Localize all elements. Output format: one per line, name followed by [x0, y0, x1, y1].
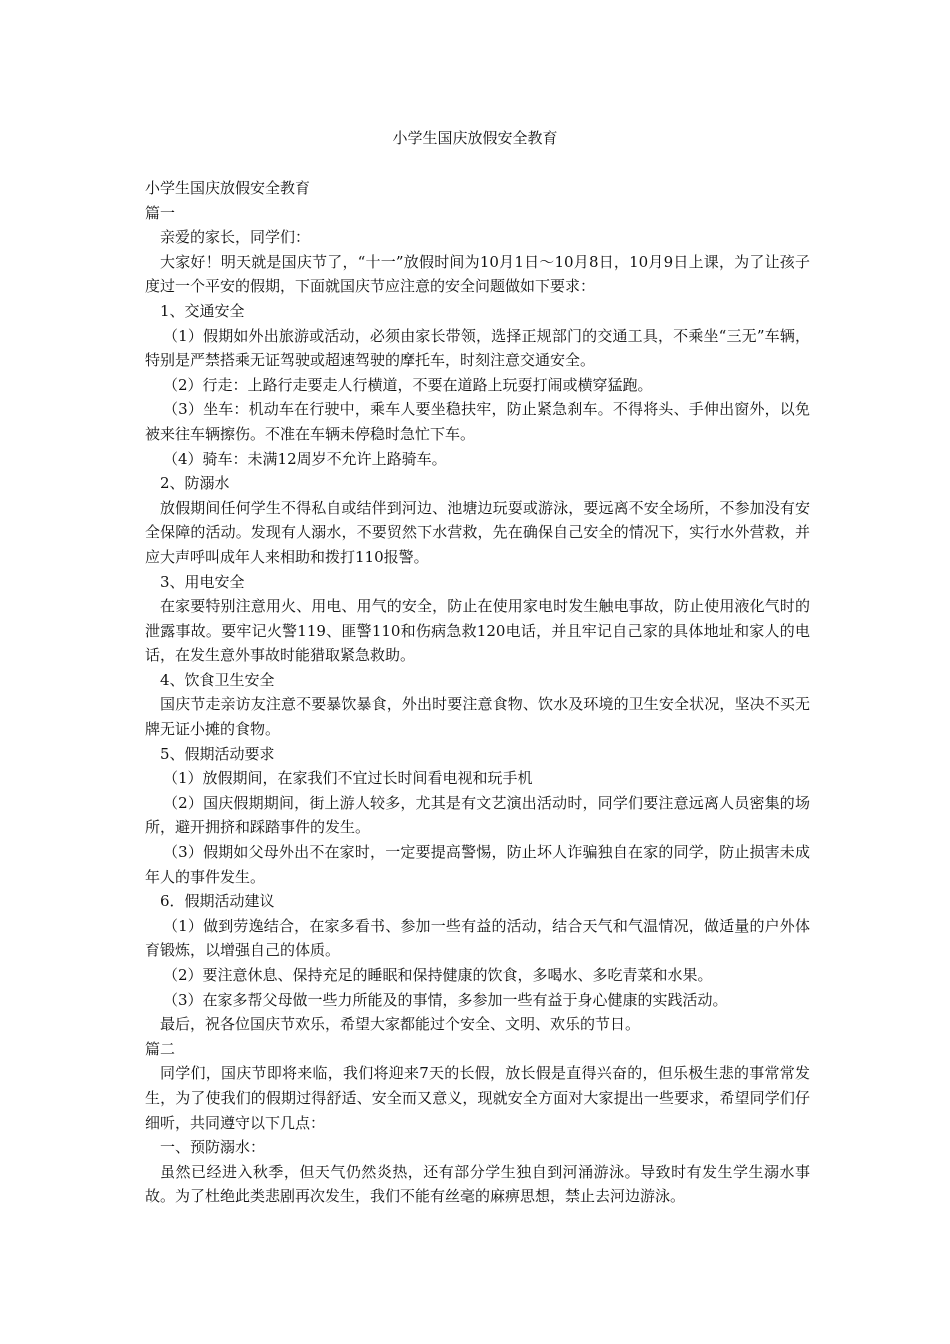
- paragraph: 3、用电安全: [160, 572, 245, 591]
- paragraph: 篇二: [145, 1039, 176, 1058]
- paragraph: 1、交通安全: [160, 301, 245, 320]
- paragraph: （3）坐车：机动车在行驶中，乘车人要坐稳扶牢，防止紧急刹车。不得将头、手伸出窗外，以免被来往车辆擦伤。不准在车辆未停稳时急忙下车。: [145, 400, 810, 443]
- paragraph: 放假期间任何学生不得私自或结伴到河边、池塘边玩耍或游泳，要远离不安全场所，不参加没有安全保障的活动。发现有人溺水，不要贸然下水营救，先在确保自己安全的情况下，实行水外营救，并应大声呼叫成年人来相助和拨打110报警。: [145, 498, 810, 566]
- paragraph: 虽然已经进入秋季，但天气仍然炎热，还有部分学生独自到河涌游泳。导致时有发生学生溺水事故。为了杜绝此类悲剧再次发生，我们不能有丝毫的麻痹思想，禁止去河边游泳。: [145, 1162, 810, 1206]
- paragraph: （2）要注意休息、保持充足的睡眠和保持健康的饮食，多喝水、多吃青菜和水果。: [163, 966, 713, 984]
- paragraph: 同学们，国庆节即将来临，我们将迎来7天的长假，放长假是直得兴奋的，但乐极生悲的事常常发生，为了使我们的假期过得舒适、安全而又意义，现就安全方面对大家提出一些要求，希望同学们仔细听，共同遵守以下几点：: [145, 1064, 810, 1132]
- paragraph: （1）做到劳逸结合，在家多看书、参加一些有益的活动，结合天气和气温情况，做适量的户外体育锻炼，以增强自己的体质。: [145, 916, 810, 960]
- paragraph: 4、饮食卫生安全: [160, 670, 275, 689]
- paragraph: 最后，祝各位国庆节欢乐，希望大家都能过个安全、文明、欢乐的节日。: [160, 1015, 641, 1034]
- paragraph: 一、预防溺水：: [160, 1138, 266, 1157]
- paragraph: （1）假期如外出旅游或活动，必须由家长带领，选择正规部门的交通工具，不乘坐“三无”车辆，特别是严禁搭乘无证驾驶或超速驾驶的摩托车，时刻注意交通安全。: [145, 326, 810, 370]
- paragraph: （2）行走：上路行走要走人行横道，不要在道路上玩耍打闹或横穿猛跑。: [163, 375, 653, 394]
- paragraph: （4）骑车：未满12周岁不允许上路骑车。: [163, 449, 447, 468]
- paragraph: 亲爱的家长，同学们：: [160, 228, 311, 247]
- paragraph: 大家好！明天就是国庆节了，“十一”放假时间为10月1日～10月8日，10月9日上课，为了让孩子度过一个平安的假期，下面就国庆节应注意的安全问题做如下要求：: [145, 252, 810, 296]
- document-title: 小学生国庆放假安全教育: [392, 129, 558, 147]
- paragraph: 小学生国庆放假安全教育: [145, 179, 311, 197]
- paragraph: （1）放假期间，在家我们不宜过长时间看电视和玩手机: [163, 769, 533, 788]
- paragraph: 篇一: [145, 203, 176, 222]
- paragraph: （3）假期如父母外出不在家时，一定要提高警惕，防止坏人诈骗独自在家的同学，防止损害未成年人的事件发生。: [145, 843, 810, 886]
- paragraph: 国庆节走亲访友注意不要暴饮暴食，外出时要注意食物、饮水及环境的卫生安全状况，坚决不买无牌无证小摊的食物。: [145, 695, 810, 739]
- paragraph: 6．假期活动建议: [160, 892, 275, 911]
- document-body: [145, 176, 810, 1209]
- paragraph: 在家要特别注意用火、用电、用气的安全，防止在使用家电时发生触电事故，防止使用液化气时的泄露事故。要牢记火警119、匪警110和伤病急救120电话，并且牢记自己家的具体地址和家人的电话，在发生意外事故时能猎取紧急救助。: [145, 597, 810, 665]
- paragraph: 2、防溺水: [160, 474, 230, 493]
- paragraph: （2）国庆假期期间，街上游人较多，尤其是有文艺演出活动时，同学们要注意远离人员密集的场所，避开拥挤和踩踏事件的发生。: [145, 793, 810, 837]
- paragraph: （3）在家多帮父母做一些力所能及的事情，多参加一些有益于身心健康的实践活动。: [163, 990, 728, 1009]
- paragraph: 5、假期活动要求: [160, 744, 275, 763]
